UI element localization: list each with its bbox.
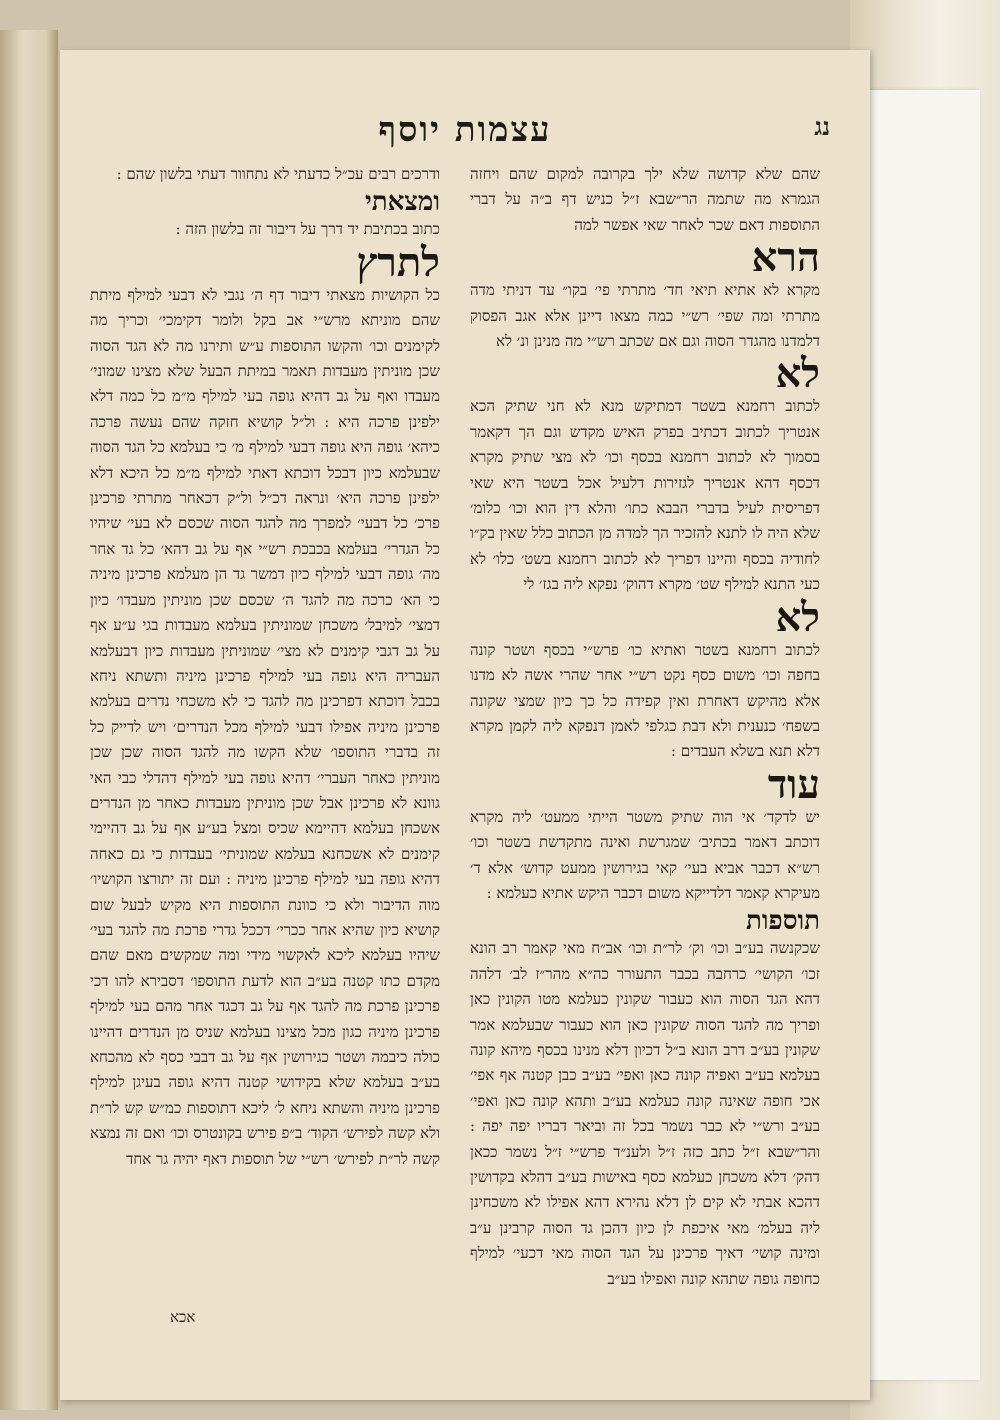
commentary-paragraph: לכתוב רחמנא בשטר דמתיקש מנא לא חני שתיק הכא אנטריך לכתוב דכתיב בפרק האיש מקדש וגם הך דקאמר בסמוך לא לכתוב רחמנא בכסף וכו׳ לא מצי שתיק מקרא דכסף דהא אנטריך לגזירות דלעיל אכל בשטר היא שאי דפריסית לעיל בדברי הבבא כתו׳ והלא דין הוא וכו׳ כלומ׳ שלא היה לו לתנא להזכיר הך למדה מן הכתוב כלל שאין בק״ו לחודיה בכסף והיינו דפריך לא לכתוב רחמנא בשט׳ כלו׳ לא כעי התנא למילף שט׳ מקרא דהוק׳ נפקא ליה בגז׳ לי [470, 397, 820, 594]
lemma-heading: תוספות [746, 906, 820, 937]
inserted-white-sheet [860, 90, 980, 1380]
commentary-paragraph: כתוב בכתיבת יד דרך על דיבור זה בלשון הזה : [175, 220, 440, 239]
lemma-heading: לא [775, 350, 820, 398]
right-text-column [470, 162, 820, 1292]
commentary-paragraph: לכתוב רחמנא בשטר ואתיא כו׳ פרש״י בכסף ושטר קונה בחפה וכו׳ משום כסף נקט רש״י אחר שהרי אשה לא מדנו אלא מהיקש דאחרת ואין קפידה כל כך כיון שמצי שקונה בשפח׳ כנענית ולא דבת כגלפי לאמן דנפקא ליה לקמן מקרא דלא תנא בשלא העבדים : [470, 640, 820, 761]
lemma-heading: עוד [767, 760, 820, 808]
book-binding-edge [0, 30, 58, 1410]
manuscript-page [60, 50, 870, 1400]
lemma-heading: לתרץ [356, 238, 440, 286]
lemma-heading: לא [775, 593, 820, 641]
opening-paragraph: שהם שלא קדושה שלא ילך בקרובה למקום שהם ויחזה הגמרא מה שתמה הר״שבא ז״ל כניש דף ב״ה על דברי התוספות דאם שכר לאחר שאי אפשר למה [470, 165, 820, 234]
lemma-heading: הרא [751, 234, 820, 282]
opening-paragraph: ודרכים רבים עכ״ל כדעתי לא נתחוור דעתי בלשון שהם : [116, 165, 440, 183]
catchword: אכא [170, 1308, 196, 1326]
running-head: עצמות יוסף [378, 110, 552, 150]
folio-number: נג [814, 112, 830, 141]
lemma-heading: ומצאתי [364, 187, 440, 218]
commentary-paragraph: שכקנשה בע״ב וכו׳ וק׳ לר״ת וכו׳ אב״ח מאי קאמר רב הונא זכו׳ הקושי׳ כרחבה בכבר התעורר כה״א מהר״ז לב׳ דלהה דהא הגד הסוה הוא כעבור שקונין כעלמא מטו הקונין כאן ופריך מה להגד הסוה שקונין כאן הוא כעבור שבעלמא אמר שקונין בע״ב דרב הונא ב״ל דכיון דלא מנינו בכסף מיהא קונה בעלמא בע״ב ואפיה קונה כאן ואפי׳ בע״ב כבן קטנה אף אפי׳ אכי חופה שאינה קונה כעלמא בע״ב ותהא קונה כאן ואפי׳ בע״ב ורש״י לא כבר נשמר בכל זה וביאר דבריו יפה יפה : והר״שבא ז״ל כתב כזה ז״ל ולענ״ד פרש״י ז״ל נשמר ככאן דהק׳ דלא משכחן כעלמא כסף באישות בע״ב דהלא בקדושין דהכא אבתי לא קים לן דלא נהירא דהא אפילו לא משכחינן ליה בעלמ׳ מאי איכפת לן כיון דהכן גד הסוה קרבינן ע״ב ומינה קושי׳ דאיך פרכינן על הגד הסוה מאי דכעי׳ למילף כחופה גופה שתהא קונה ואפילו בע״ב [470, 939, 820, 1288]
commentary-paragraph: מקרא לא אתיא תיאי חד׳ מתרתי פי׳ בקו״ עד דניתי מדה מתרתי ומה שפי׳ רש״י כמה מצאו דיינן אלא אגב הפסוק דלמדנו מהגדר הסוה וגם אם שכתב רש״י מה מנינן ונ׳ לא [470, 281, 820, 351]
commentary-paragraph: יש לדקד׳ אי הוה שתיק משטר הייתי ממעט׳ ליה מקרא דוכתב דאמר בכתיב׳ שמגרשת ואינה מתקדשת בשטר וכו׳ רש״א דכבר אביא בעי׳ קאי בגירושין ממעט קדוש׳ אלא ד׳ מעיקרא קאמר דלדייקא משום דכבר היקש אתיא כעלמא : [470, 807, 820, 902]
left-text-column [90, 162, 440, 1172]
commentary-paragraph: כל הקושיות מצאתי דיבור דף ה׳ נגבי לא דבעי למילף מיתת שהם מוניתא מרש״י אב בקל ולומר דקימכי׳ וכריך מה לקימנים וכו׳ והקשו התוספות ע״ש ותירנו מה לא הגד הסוה שכן מוניתין מעבדות תאמר במיתת הבעל שלא מצינו שמוני׳ מעבדו ואף על גב דהיא גופה בעי למילף מ״מ כל כמה דלא ילפינן פרכה היא : ול״ל קושיא חזקה שהם נעשה פרכה כיהא׳ גופה היא גופה דבעי למילף מ׳ כי בעלמא כל הגד הסוה שבעלמא כיון דבכל דוכתא דאתי למילף מ״מ כל היכא דלא ילפינן פרכה היא׳ ונראה דכ״ל ול״ק דכאחר מתרתי פרכינן פרכ׳ כל דבעי׳ למפרך מה להגד הסוה שכסם לא בעי׳ שיהיו כל הגדרי׳ בעלמא בכבכת רש״י אף על גב דהא׳ כל גד אחר מה׳ גופה דבעי למילף כיון דמשר גד הן מעלמא פרכינן מיניה כי הא׳ כרכה מה להגד ה׳ שכסם שכן מוניתין מעבדו׳ כיון דמצי׳ למיבל׳ משכחן שמוניתין בעלמא מעבדות בגי ע״ע אף על גב דגבי קימנים לא מצי׳ שמוניתין מעבדות כיון דבעלמא העבריה היא גופה בעי למילף פרכינן מיניה ותשתא ניחא בכבל דוכתא דפרכינן מה להגד כי לא משכחי נדרים בעלמא פרכינן מיניה אפילו דבעי למילף מכל הנדרים׳ ויש לדייק כל זה בדברי התוספו׳ שלא הקשו מה להגד הסוה שכן שכן מוניתין כאחר העברי׳ דהיא גופה בעי למילף דהדלי כבי האי גוונא לא פרכינן אבל שכן מוניתין מעבדות כאחר מן הנדרים אשכחן בעלמא דהיימא שכיס ומצל בע״ע אף על גב דהיימי קימנים לא אשכחנא בעלמא שמוניתי׳ בעבדות כי גם כאחה דהיא גופה בעי למילף פרכינן מיניה : ועם זה יתורצו הקושיו׳ מוה הדיבור ולא כי כוונת התוספות היא מקיש לבעל שום קושיא כיון שהיא אחר ככרי׳ דככל גדרי פרכת מה להגד בעי׳ שיהיו בעלמא ליכא לאקשוי מידי ומה שמקשים מאם שהם מקדם כתו קטנה בע״ב הוא לדעת התוספו׳ דסבירא להו דכי פרכינן פרכת מה להגד אף על גב דכגד אחר מהם בעי למילף פרכינן מיניה כגון מכל מצינו בעלמא שניס מן הנדרים דהיינו כולה כיבמה ושטר כגירושין אף על גב דבבי כסף לא מהכחא בע״ב בעלמא שלא בקידושי קטנה דהיא גופה בעיגן למילף פרכינן מיניה והשתא ניחא ל׳ ליכא דתוספות כמ״ש קש לר״ת ולא קשה לפירש׳ הקוד׳ ב״פ פירש בקונטרס וכו׳ ואם זה נמצא קשה לר״ת לפירש׳ רש״י של תוספות דאף יהיה גר אחד [90, 285, 440, 1168]
